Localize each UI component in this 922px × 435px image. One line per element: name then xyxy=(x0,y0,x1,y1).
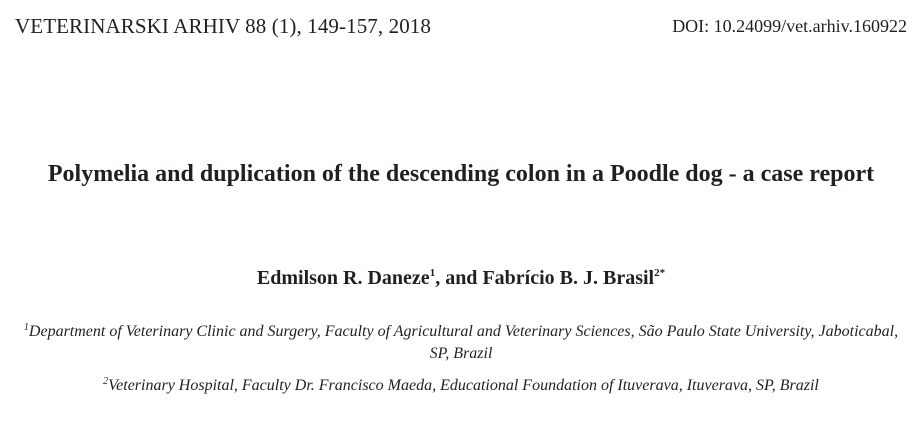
affiliation-1 xyxy=(20,321,902,365)
author-name: Fabrício B. J. Brasil xyxy=(482,267,655,289)
author-affiliation-marker: 2* xyxy=(654,267,666,279)
affiliation-text: Department of Veterinary Clinic and Surgery, Faculty of Agricultural and Veterinary Sciences, São Paulo State University, Jaboticabal, SP, Brazil xyxy=(28,323,899,362)
article-title: Polymelia and duplication of the descending colon in a Poodle dog - a case report xyxy=(47,161,875,187)
doi-text: DOI: 10.24099/vet.arhiv.160922 xyxy=(672,16,907,36)
affiliation-marker: 2 xyxy=(103,376,109,387)
author-name: Edmilson R. Daneze xyxy=(256,267,430,289)
running-header xyxy=(15,14,907,44)
affiliation-marker: 1 xyxy=(23,322,29,333)
author-affiliation-marker: 1 xyxy=(429,267,436,279)
author-list xyxy=(0,265,922,291)
affiliation-2 xyxy=(20,375,902,397)
journal-reference: VETERINARSKI ARHIV 88 (1), 149-157, 2018 xyxy=(15,14,432,38)
affiliation-text: Veterinary Hospital, Faculty Dr. Francisco Maeda, Educational Foundation of Ituverava, Ituverava, SP, Brazil xyxy=(108,377,819,394)
author-separator: , and xyxy=(435,267,483,289)
